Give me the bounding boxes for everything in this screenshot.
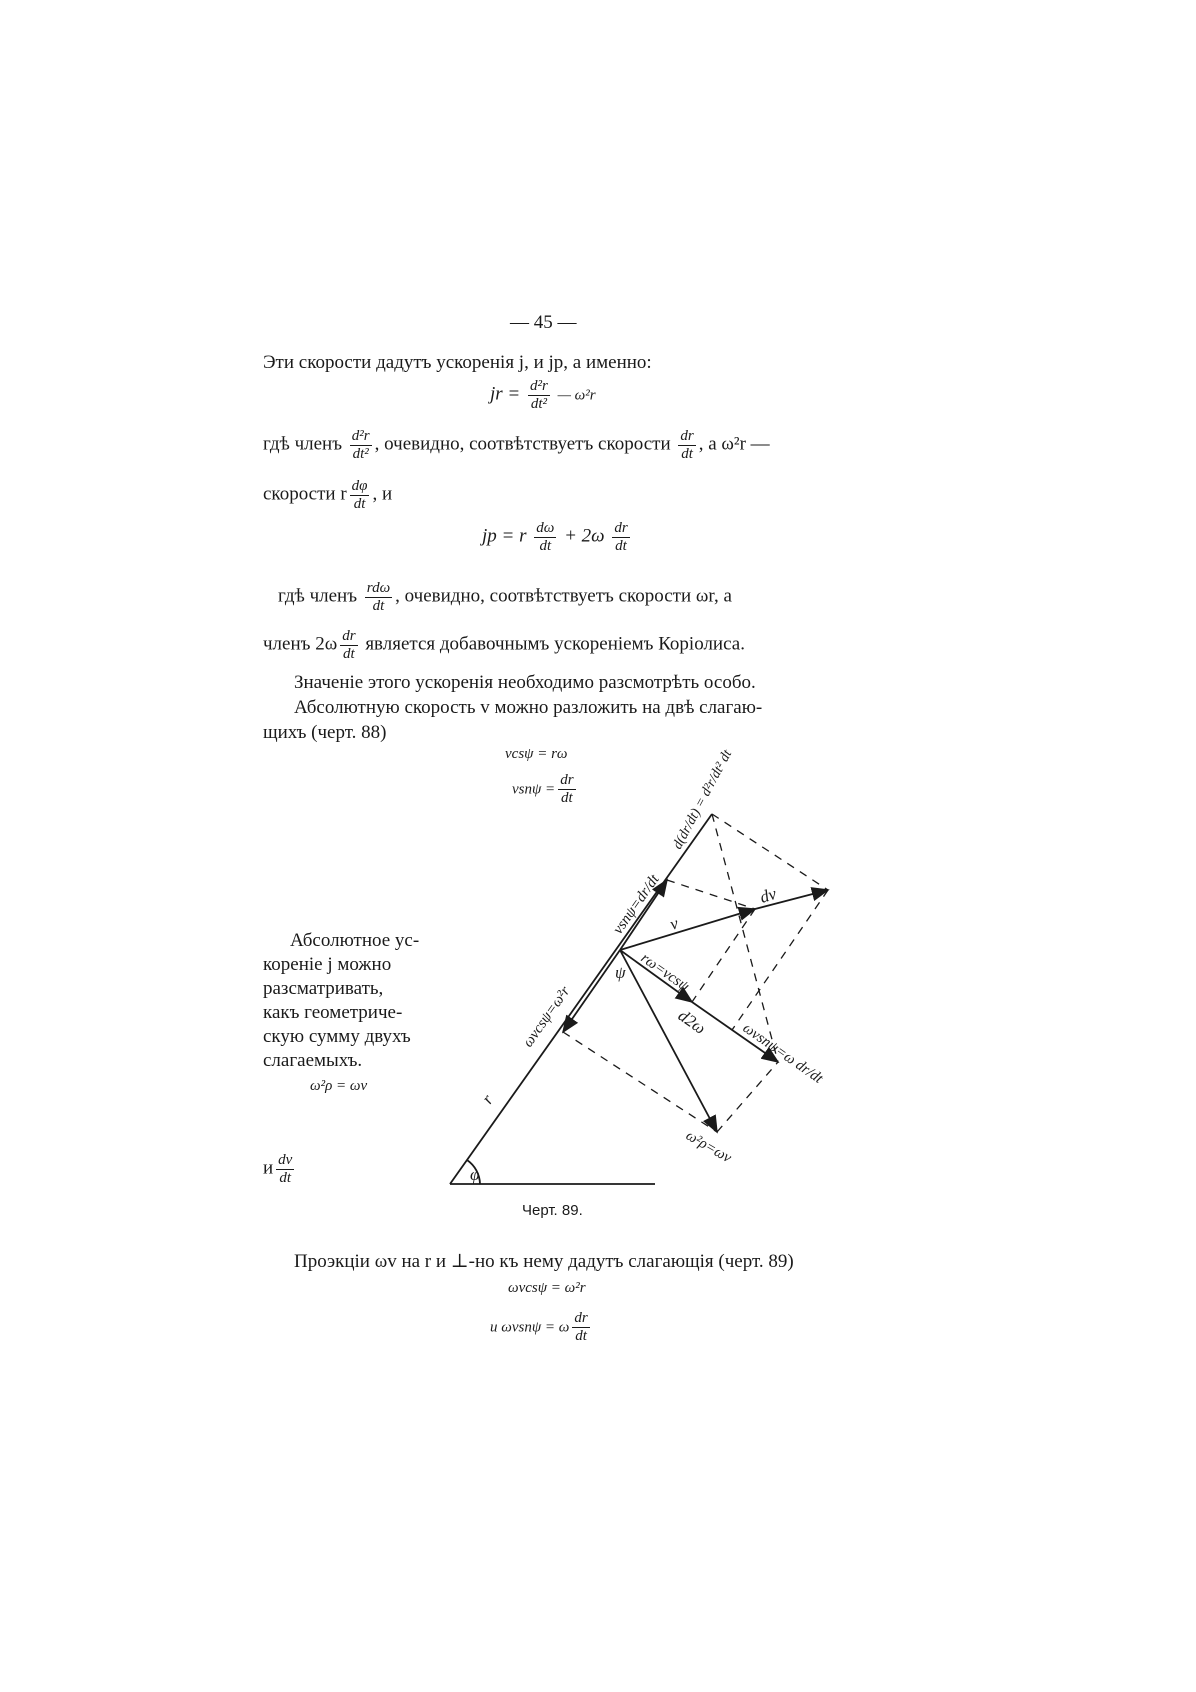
- p1-den: dt²: [352, 445, 369, 462]
- label-dv: dv: [757, 883, 779, 907]
- p2-den: dt: [372, 597, 385, 614]
- eq1-num: d²r: [530, 378, 548, 394]
- side-equation: ω²ρ = ωv: [310, 1078, 368, 1094]
- p1b-b: , и: [372, 483, 393, 505]
- side-line-5: скую сумму двухъ: [263, 1026, 411, 1047]
- p1-den2: dt: [681, 445, 693, 462]
- label-psi: ψ: [615, 963, 626, 982]
- paragraph-6: Проэкціи ωv на r и ⊥-но къ нему дадутъ слагающія (черт. 89): [294, 1251, 794, 1272]
- wvcs-vector: [563, 950, 620, 1032]
- label-rw: rω=vcsψ: [637, 950, 692, 995]
- side-eq2-lhs: и: [263, 1157, 274, 1179]
- p3-a: членъ 2ω: [263, 633, 338, 655]
- eq6-lhs: и ωvsnψ = ω: [490, 1319, 570, 1336]
- label-phi: φ: [470, 1165, 480, 1184]
- eq2-den2: dt: [615, 537, 627, 554]
- label-r: r: [477, 1090, 498, 1108]
- p1-c: , а ω²r —: [698, 433, 770, 455]
- eq1-lhs: jr =: [490, 383, 521, 405]
- eq2-num2: dr: [614, 520, 628, 536]
- side-eq2-den: dt: [279, 1169, 292, 1186]
- p1b-num: dφ: [351, 478, 368, 494]
- eq6-den: dt: [575, 1327, 587, 1344]
- side-line-6: слагаемыхъ.: [263, 1050, 363, 1071]
- label-wvcs: ωvcsψ=ω²r: [520, 983, 574, 1051]
- dashed-6: [563, 1032, 717, 1132]
- p3-num: dr: [342, 628, 356, 644]
- p1b-den: dt: [353, 495, 366, 512]
- p1-b: , очевидно, соотвѣтствуетъ скорости: [374, 433, 671, 455]
- equation-wvcs: ωvcsψ = ω²r: [508, 1280, 586, 1296]
- eq2-den: dt: [539, 537, 552, 554]
- label-top: d(dr/dt) = d²r/dt² dt: [670, 747, 736, 852]
- p3-den: dt: [343, 645, 355, 662]
- eq2-lhs: jp = r: [482, 525, 527, 547]
- p2-b: , очевидно, соотвѣтствуетъ скорости ωr, а: [395, 585, 732, 607]
- page-number: — 45 —: [510, 312, 577, 333]
- side-line-4: какъ геометриче-: [263, 1002, 403, 1023]
- paragraph-5b: щихъ (черт. 88): [263, 722, 387, 743]
- eq4-lhs: vsnψ =: [512, 781, 556, 798]
- p1b-a: скорости r: [263, 483, 347, 505]
- label-d2w: d2ω: [674, 1005, 710, 1038]
- side-line-1: Абсолютное ус-: [290, 930, 420, 951]
- eq4-den: dt: [561, 789, 573, 806]
- eq4-num: dr: [560, 772, 574, 788]
- p2-a: гдѣ членъ: [278, 585, 358, 607]
- dashed-4: [692, 909, 755, 1002]
- p3-b: является добавочнымъ ускореніемъ Коріолиса.: [360, 633, 745, 655]
- dashed-3: [667, 880, 755, 909]
- p1-a: гдѣ членъ: [263, 433, 343, 455]
- p1-num: d²r: [351, 428, 370, 444]
- eq1-den: dt²: [530, 395, 547, 412]
- dashed-7: [717, 1062, 778, 1132]
- eq2-num: dω: [536, 520, 555, 536]
- side-line-2: кореніе j можно: [263, 954, 392, 975]
- paragraph-4: Значеніе этого ускоренія необходимо разсмотрѣть особо.: [294, 672, 756, 693]
- eq1-tail: — ω²r: [557, 387, 596, 404]
- p1-num2: dr: [680, 428, 694, 444]
- eq2-mid: + 2ω: [564, 525, 605, 547]
- radius-line: [450, 814, 712, 1184]
- p2-num: rdω: [366, 580, 391, 596]
- label-vsn: vsnψ=dr/dt: [610, 871, 663, 938]
- side-line-3: разсматривать,: [263, 978, 384, 999]
- equation-wvsn: [490, 1310, 593, 1344]
- eq6-num: dr: [574, 1310, 588, 1326]
- equation-vcs: vcsψ = rω: [505, 746, 568, 762]
- intro-line: Эти скорости дадутъ ускоренія j, и jp, а именно:: [263, 352, 652, 373]
- paragraph-5a: Абсолютную скорость v можно разложить на двѣ слагаю-: [294, 697, 763, 718]
- label-wvsn: ωvsnψ=ω dr/dt: [739, 1020, 826, 1087]
- side-eq2-num: dv: [278, 1152, 293, 1168]
- label-w2p: ω²ρ=ωv: [683, 1127, 735, 1167]
- label-v: v: [667, 913, 681, 934]
- figure-caption: Черт. 89.: [522, 1202, 583, 1219]
